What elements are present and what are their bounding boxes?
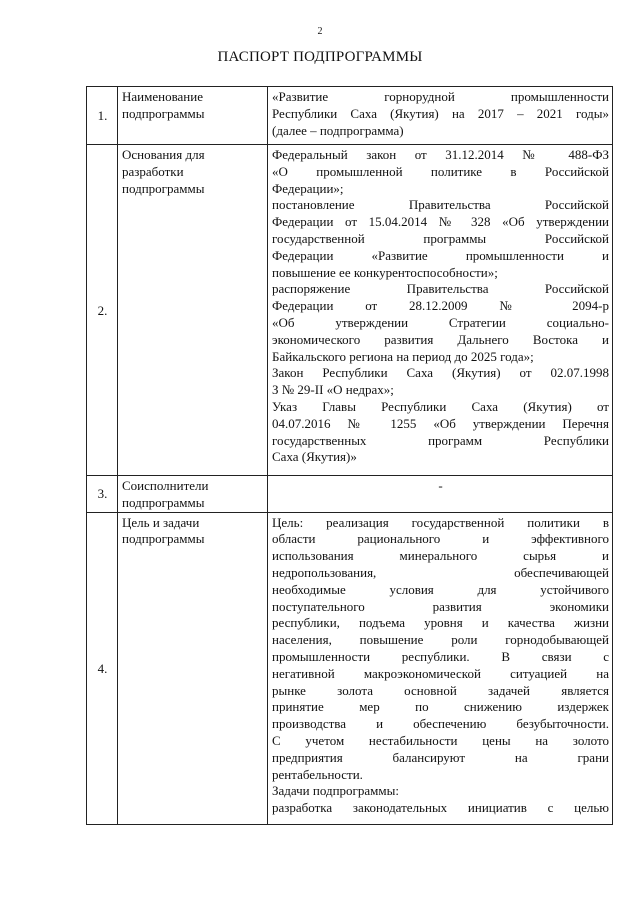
content-line: Федерации «Развитие промышленности и	[272, 247, 609, 263]
content-line: С учетом нестабильности цены на золото	[272, 732, 609, 748]
content-line: (далее – подпрограмма)	[272, 122, 404, 138]
content-line: Байкальского региона на период до 2025 года»;	[272, 348, 534, 364]
table-row	[87, 476, 613, 513]
content-line: «Об утверждении Стратегии социально-	[272, 314, 609, 330]
content-line: разработка законодательных инициатив с целью	[272, 800, 609, 816]
row-number: 4.	[87, 512, 118, 824]
content-line: населения, повышение роли горнодобывающей	[272, 632, 609, 648]
row-name: Соисполнители подпрограммы	[118, 476, 268, 513]
row-name: Цель и задачи подпрограммы	[118, 512, 268, 824]
content-line: использования минерального сырья и	[272, 548, 609, 564]
content-line: распоряжение Правительства Российской	[272, 281, 609, 297]
content-line: Федерации от 28.12.2009 № 2094-р	[272, 298, 609, 314]
content-line: «Развитие горнорудной промышленности	[272, 89, 609, 104]
content-line: Федеральный закон от 31.12.2014 № 488-ФЗ	[272, 147, 609, 162]
row-number: 2.	[87, 145, 118, 476]
row-content	[268, 87, 613, 145]
row-name: Основания для разработки подпрограммы	[118, 145, 268, 476]
table-row	[87, 145, 613, 476]
content-line: Республики Саха (Якутия) на 2017 – 2021 годы»	[272, 105, 609, 121]
row-content-dash: -	[268, 476, 613, 513]
page-title: ПАСПОРТ ПОДПРОГРАММЫ	[217, 49, 423, 65]
content-line: Саха (Якутия)»	[272, 449, 357, 465]
content-line: негативной макроэкономической ситуацией на	[272, 665, 609, 681]
content-line: 04.07.2016 № 1255 «Об утверждении Перечня	[272, 415, 609, 431]
row-content	[268, 512, 613, 824]
page-number: 2	[317, 26, 323, 37]
content-line: «О промышленной политике в Российской	[272, 163, 609, 179]
content-line: Задачи подпрограммы:	[272, 783, 399, 799]
content-line: рынке золота основной задачей является	[272, 682, 609, 698]
content-line: предприятия балансируют на грани	[272, 749, 609, 765]
content-line: Указ Главы Республики Саха (Якутия) от	[272, 398, 609, 414]
content-line: экономического развития Дальнего Востока и	[272, 331, 609, 347]
row-name: Наименование подпрограммы	[118, 87, 268, 145]
content-line: З № 29-II «О недрах»;	[272, 382, 394, 398]
row-content	[268, 145, 613, 476]
content-line: Цель: реализация государственной политики в	[272, 514, 609, 530]
content-line: Закон Республики Саха (Якутия) от 02.07.1998	[272, 365, 609, 381]
content-line: необходимые условия для устойчивого	[272, 581, 609, 597]
content-line: повышение ее конкурентоспособности»;	[272, 264, 498, 280]
row-number: 1.	[87, 87, 118, 145]
content-line: промышленности республики. В связи с	[272, 648, 609, 664]
content-line: поступательного развития экономики	[272, 598, 609, 614]
content-line: области рационального и эффективного	[272, 531, 609, 547]
table-row	[87, 87, 613, 145]
row-number: 3.	[87, 476, 118, 513]
content-line: Федерации от 15.04.2014 № 328 «Об утверждении	[272, 214, 609, 230]
content-line: республики, подъема уровня и качества жизни	[272, 615, 609, 631]
content-line: Федерации»;	[272, 180, 344, 196]
passport-table	[86, 86, 613, 825]
content-line: государственных программ Республики	[272, 432, 609, 448]
content-line: недропользования, обеспечивающей	[272, 564, 609, 580]
content-line: производства и обеспечению безубыточности.	[272, 716, 609, 732]
table-row	[87, 512, 613, 824]
content-line: принятие мер по снижению издержек	[272, 699, 609, 715]
content-line: постановление Правительства Российской	[272, 197, 609, 213]
content-line: рентабельности.	[272, 766, 363, 782]
content-line: государственной программы Российской	[272, 230, 609, 246]
